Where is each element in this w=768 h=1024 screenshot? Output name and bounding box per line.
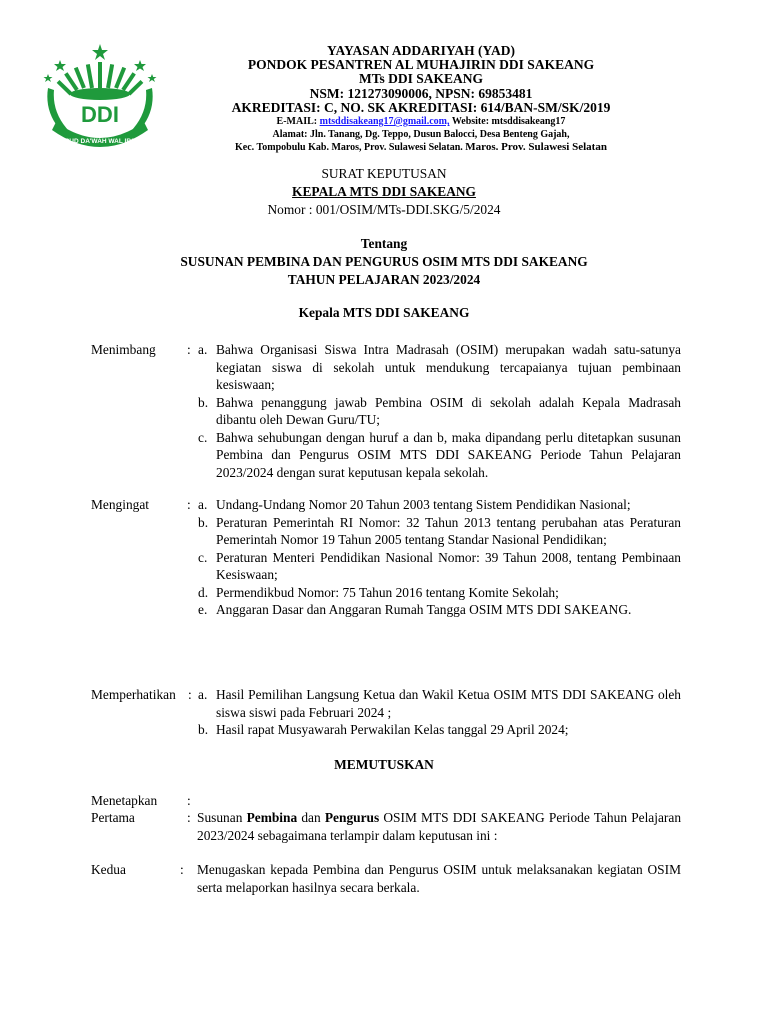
kedua-label: Kedua xyxy=(91,862,126,877)
school-name: MTs DDI SAKEANG xyxy=(358,71,484,87)
colon: : xyxy=(187,793,191,808)
subject-line-2: TAHUN PELAJARAN 2023/2024 xyxy=(287,272,481,287)
doc-issuer xyxy=(0,184,768,200)
pesantren-name: PONDOK PESANTREN AL MUHAJIRIN DDI SAKEANG xyxy=(247,57,595,73)
address-line-2a: Kec. Tompobulu Kab. Maros, Prov. Sulawesi Selatan. xyxy=(235,142,463,154)
list-item: a. Undang-Undang Nomor 20 Tahun 2003 tentang Sistem Pendidikan Nasional; xyxy=(198,497,631,512)
list-item: b. Peraturan Pemerintah RI Nomor: 32 Tahun 2013 tentang perubahan atas Peraturan Pemerintah Nomor 19 Tahun 2005 tentang Standar Nasional Pendidikan; xyxy=(198,514,681,547)
pertama-text: Susunan Pembina dan Pengurus OSIM MTS DDI SAKEANG Periode Tahun Pelajaran 2023/2024 sebagaimana terlampir dalam keputusan ini : xyxy=(197,810,682,843)
colon: : xyxy=(187,497,191,512)
list-item: a. Bahwa Organisasi Siswa Intra Madrasah (OSIM) merupakan wadah satu-satunya kegiatan siswa di sekolah untuk mendukung tercapaianya tujuan pembinaan kesiswaan; xyxy=(198,342,681,392)
list-item: c. Bahwa sehubungan dengan huruf a dan b, maka dipandang perlu ditetapkan susunan Pembina dan Pengurus OSIM MTS DDI SAKEANG Periode Tahun Pelajaran 2023/2024 dengan surat keputusan kepala sekolah. xyxy=(198,429,681,480)
website: Website: mtsddisakeang17 xyxy=(451,116,566,128)
email-label: E-MAIL: xyxy=(276,116,318,128)
kedua-text: Menugaskan kepada Pembina dan Pengurus OSIM untuk melaksanakan kegiatan OSIM serta melaporkan hasilnya secara berkala. xyxy=(197,862,681,895)
menetapkan-label: Menetapkan xyxy=(91,793,158,808)
list-item: e. Anggaran Dasar dan Anggaran Rumah Tangga OSIM MTS DDI SAKEANG. xyxy=(198,602,632,617)
list-item: d. Permendikbud Nomor: 75 Tahun 2016 tentang Komite Sekolah; xyxy=(198,584,559,600)
subject-line-1: SUSUNAN PEMBINA DAN PENGURUS OSIM MTS DDI SAKEANG xyxy=(180,254,588,269)
colon: : xyxy=(180,862,184,877)
accreditation: AKREDITASI: C, NO. SK AKREDITASI: 614/BAN-SM/SK/2019 xyxy=(231,99,611,115)
doc-issuer-text: KEPALA MTS DDI SAKEANG xyxy=(292,184,476,199)
address-line-1: Alamat: Jln. Tanang, Dg. Teppo, Dusun Balocci, Desa Benteng Gajah, xyxy=(272,129,570,141)
doc-number: Nomor : 001/OSIM/MTs-DDI.SKG/5/2024 xyxy=(267,202,501,217)
section-menimbang xyxy=(91,341,681,481)
memperhatikan-label: Memperhatikan xyxy=(91,687,176,702)
section-mengingat xyxy=(91,496,681,619)
colon: : xyxy=(187,342,191,357)
mengingat-label: Mengingat xyxy=(91,497,150,512)
section-memperhatikan xyxy=(91,686,681,739)
logo-motto: DARUD DA'WAH WAL IRSAD xyxy=(55,138,145,145)
address-line-2 xyxy=(170,141,672,154)
list-item: b. Bahwa penanggung jawab Pembina OSIM di sekolah adalah Kepala Madrasah dibantu oleh Dewan Guru/TU; xyxy=(198,394,681,427)
letterhead xyxy=(170,44,672,154)
address-line-2b: Maros. Prov. Sulawesi Selatan xyxy=(465,141,607,154)
contact-line xyxy=(170,115,672,128)
list-item: c. Peraturan Menteri Pendidikan Nasional Nomor: 39 Tahun 2008, tentang Pembinaan Kesiswaan; xyxy=(198,549,681,582)
school-logo xyxy=(34,42,166,154)
list-item: : a. Hasil Pemilihan Langsung Ketua dan Wakil Ketua OSIM MTS DDI SAKEANG oleh siswa siswi pada Februari 2024 ; xyxy=(188,687,681,720)
foundation-name: YAYASAN ADDARIYAH (YAD) xyxy=(326,43,516,58)
logo-text: DDI xyxy=(81,102,119,127)
memutuskan-heading: MEMUTUSKAN xyxy=(334,757,434,772)
nsm-npsn: NSM: 121273090006, NPSN: 69853481 xyxy=(309,85,533,101)
menimbang-label: Menimbang xyxy=(91,342,156,357)
pertama-label: Pertama xyxy=(91,810,135,825)
colon: : xyxy=(187,810,191,825)
tentang: Tentang xyxy=(360,236,408,251)
doc-type: SURAT KEPUTUSAN xyxy=(321,166,447,181)
email-link[interactable]: mtsddisakeang17@gmail.com, xyxy=(319,116,450,128)
list-item: b. Hasil rapat Musyawarah Perwakilan Kelas tanggal 29 April 2024; xyxy=(198,722,569,737)
kepala-heading: Kepala MTS DDI SAKEANG xyxy=(298,305,470,320)
